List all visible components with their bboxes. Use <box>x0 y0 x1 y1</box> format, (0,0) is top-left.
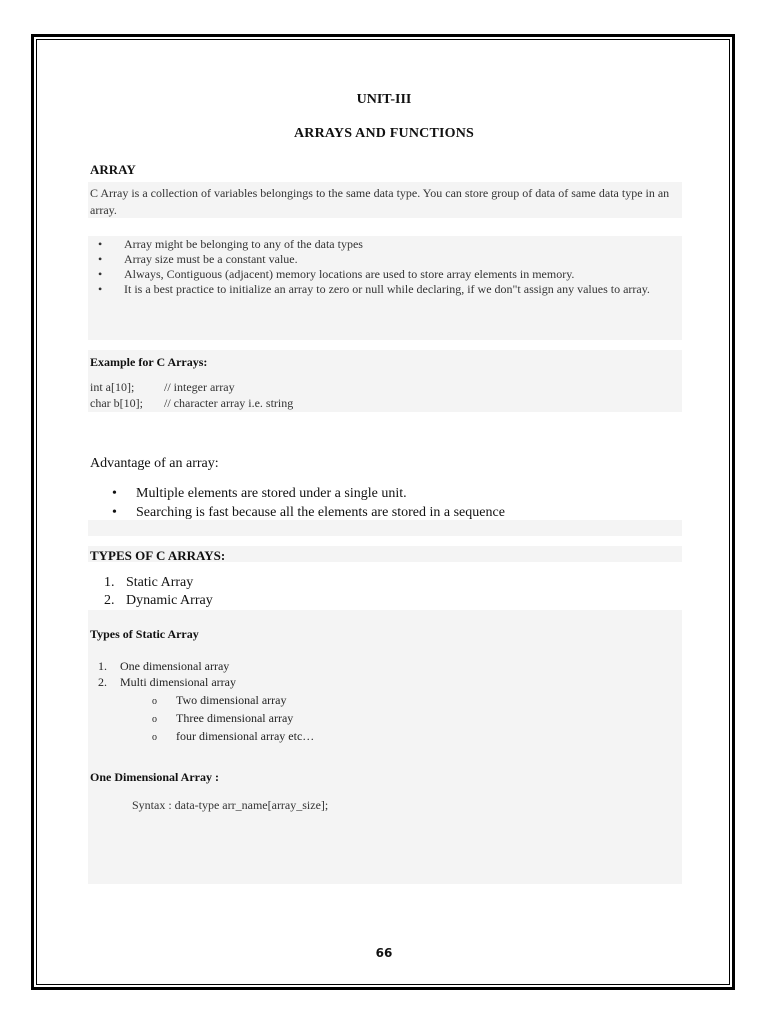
unit-title: UNIT-III <box>356 92 412 107</box>
advantage-heading: Advantage of an array: <box>90 456 219 471</box>
main-title: ARRAYS AND FUNCTIONS <box>293 126 475 141</box>
circle-bullet-icon: o <box>152 732 157 743</box>
code-comment: // integer array <box>164 380 235 394</box>
list-item: • It is a best practice to initialize an array to zero or null while declaring, if we don"t assign any values to array. <box>98 282 650 296</box>
list-item: o four dimensional array etc… <box>152 728 314 746</box>
list-item: o Two dimensional array <box>152 692 314 710</box>
syntax-line: Syntax : data-type arr_name[array_size]; <box>132 798 329 812</box>
code-line <box>90 380 235 395</box>
example-heading: Example for C Arrays: <box>90 355 208 369</box>
bullet-icon: • <box>112 486 117 501</box>
circle-bullet-icon: o <box>152 696 157 707</box>
list-item: 1. Static Array <box>104 575 194 590</box>
code-line <box>90 396 294 411</box>
static-shade <box>88 610 682 884</box>
code-text: int a[10]; <box>90 380 135 394</box>
multi-dim-sublist <box>152 692 314 746</box>
page-number: 66 <box>375 946 393 960</box>
array-intro: C Array is a collection of variables belongings to the same data type. You can store group of data of same data type in an array. <box>90 186 670 217</box>
list-item: • Array might be belonging to any of the data types <box>98 237 363 251</box>
advantage-end-shade <box>88 520 682 536</box>
advantage-bullets <box>112 484 505 522</box>
code-comment: // character array i.e. string <box>164 396 294 410</box>
one-dim-heading: One Dimensional Array : <box>90 770 219 784</box>
array-bullets <box>98 237 674 297</box>
list-item: 2. Dynamic Array <box>104 593 213 608</box>
list-item: • Searching is fast because all the elements are stored in a sequence <box>112 505 505 520</box>
static-types-list <box>98 658 236 690</box>
list-item: • Array size must be a constant value. <box>98 252 298 266</box>
static-types-heading: Types of Static Array <box>90 627 199 641</box>
circle-bullet-icon: o <box>152 714 157 725</box>
bullet-icon: • <box>112 505 117 520</box>
list-item: o Three dimensional array <box>152 710 314 728</box>
bullet-icon: • <box>98 267 103 281</box>
code-text: char b[10]; <box>90 396 143 410</box>
list-item: 1. One dimensional array <box>98 659 230 673</box>
bullet-icon: • <box>98 237 103 251</box>
types-list <box>104 574 213 610</box>
array-heading: ARRAY <box>90 162 136 177</box>
bullet-icon: • <box>98 282 103 296</box>
list-item: 2. Multi dimensional array <box>98 675 236 689</box>
list-item: • Multiple elements are stored under a single unit. <box>112 486 407 501</box>
types-heading: TYPES OF C ARRAYS: <box>90 548 226 563</box>
bullet-icon: • <box>98 252 103 266</box>
list-item: • Always, Contiguous (adjacent) memory locations are used to store array elements in memory. <box>98 267 575 281</box>
